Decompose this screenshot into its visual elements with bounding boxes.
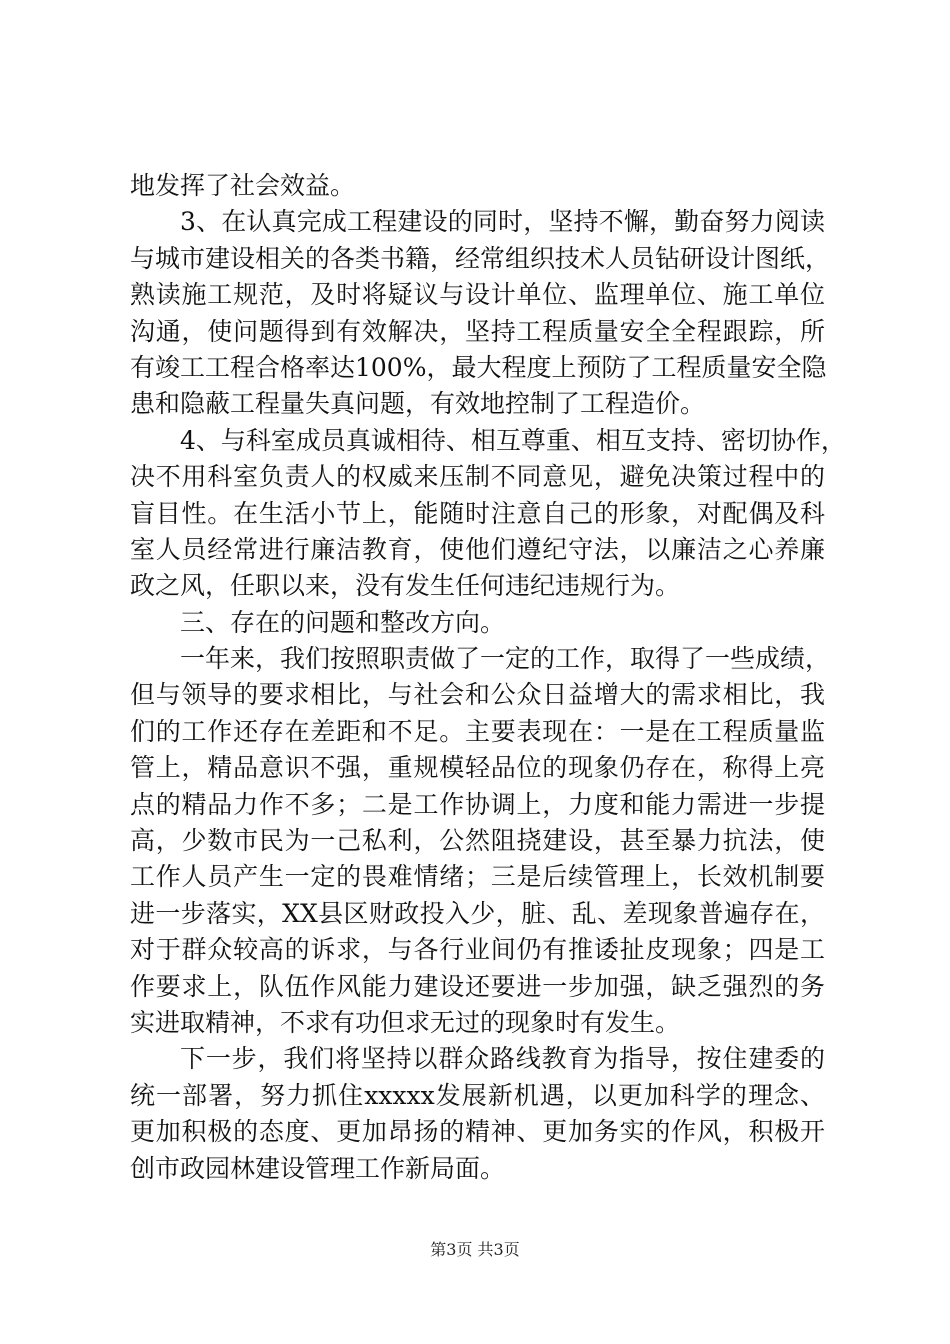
text-line: 对于群众较高的诉求，与各行业间仍有推诿扯皮现象；四是工 bbox=[130, 935, 825, 965]
text-line: 盲目性。在生活小节上，能随时注意自己的形象，对配偶及科 bbox=[130, 498, 825, 528]
text-line: 工作人员产生一定的畏难情绪；三是后续管理上，长效机制要 bbox=[130, 862, 825, 892]
text-line: 室人员经常进行廉洁教育，使他们遵纪守法，以廉洁之心养廉 bbox=[130, 534, 825, 564]
text-line: 点的精品力作不多；二是工作协调上，力度和能力需进一步提 bbox=[130, 789, 825, 819]
text-line: 3、在认真完成工程建设的同时，坚持不懈，勤奋努力阅读 bbox=[180, 207, 825, 237]
text-line: 与城市建设相关的各类书籍，经常组织技术人员钻研设计图纸， bbox=[130, 243, 831, 273]
text-line: 一年来，我们按照职责做了一定的工作，取得了一些成绩， bbox=[180, 644, 831, 674]
page-footer: 第3页 共3页 bbox=[430, 1240, 520, 1259]
text-line: 决不用科室负责人的权威来压制不同意见，避免决策过程中的 bbox=[130, 462, 825, 492]
text-line: 熟读施工规范，及时将疑议与设计单位、监理单位、施工单位 bbox=[130, 280, 825, 310]
text-line: 统一部署，努力抓住xxxxx发展新机遇，以更加科学的理念、 bbox=[130, 1080, 825, 1110]
text-line: 沟通，使问题得到有效解决，坚持工程质量安全全程跟踪，所 bbox=[130, 316, 825, 346]
text-line: 下一步，我们将坚持以群众路线教育为指导，按住建委的 bbox=[180, 1044, 825, 1074]
text-line: 更加积极的态度、更加昂扬的精神、更加务实的作风，积极开 bbox=[130, 1117, 825, 1147]
text-line: 地发挥了社会效益。 bbox=[130, 171, 356, 200]
text-line: 4、与科室成员真诚相待、相互尊重、相互支持、密切协作， bbox=[180, 425, 846, 455]
text-line: 们的工作还存在差距和不足。主要表现在：一是在工程质量监 bbox=[130, 716, 825, 746]
text-line: 政之风，任职以来，没有发生任何违纪违规行为。 bbox=[130, 571, 681, 601]
text-line: 但与领导的要求相比，与社会和公众日益增大的需求相比，我 bbox=[130, 680, 825, 710]
text-line: 作要求上，队伍作风能力建设还要进一步加强，缺乏强烈的务 bbox=[130, 971, 825, 1001]
text-line: 有竣工工程合格率达100%，最大程度上预防了工程质量安全隐 bbox=[130, 352, 827, 382]
document-body bbox=[130, 168, 846, 1187]
text-line: 管上，精品意识不强，重规模轻品位的现象仍存在，称得上亮 bbox=[130, 753, 825, 783]
text-line: 高，少数市民为一己私利，公然阻挠建设，甚至暴力抗法，使 bbox=[130, 826, 825, 856]
text-line: 创市政园林建设管理工作新局面。 bbox=[130, 1153, 506, 1183]
text-line: 实进取精神，不求有功但求无过的现象时有发生。 bbox=[130, 1007, 681, 1037]
text-line: 三、存在的问题和整改方向。 bbox=[180, 607, 506, 637]
text-line: 进一步落实，XX县区财政投入少，脏、乱、差现象普遍存在， bbox=[130, 898, 825, 928]
text-line: 患和隐蔽工程量失真问题，有效地控制了工程造价。 bbox=[130, 389, 706, 419]
